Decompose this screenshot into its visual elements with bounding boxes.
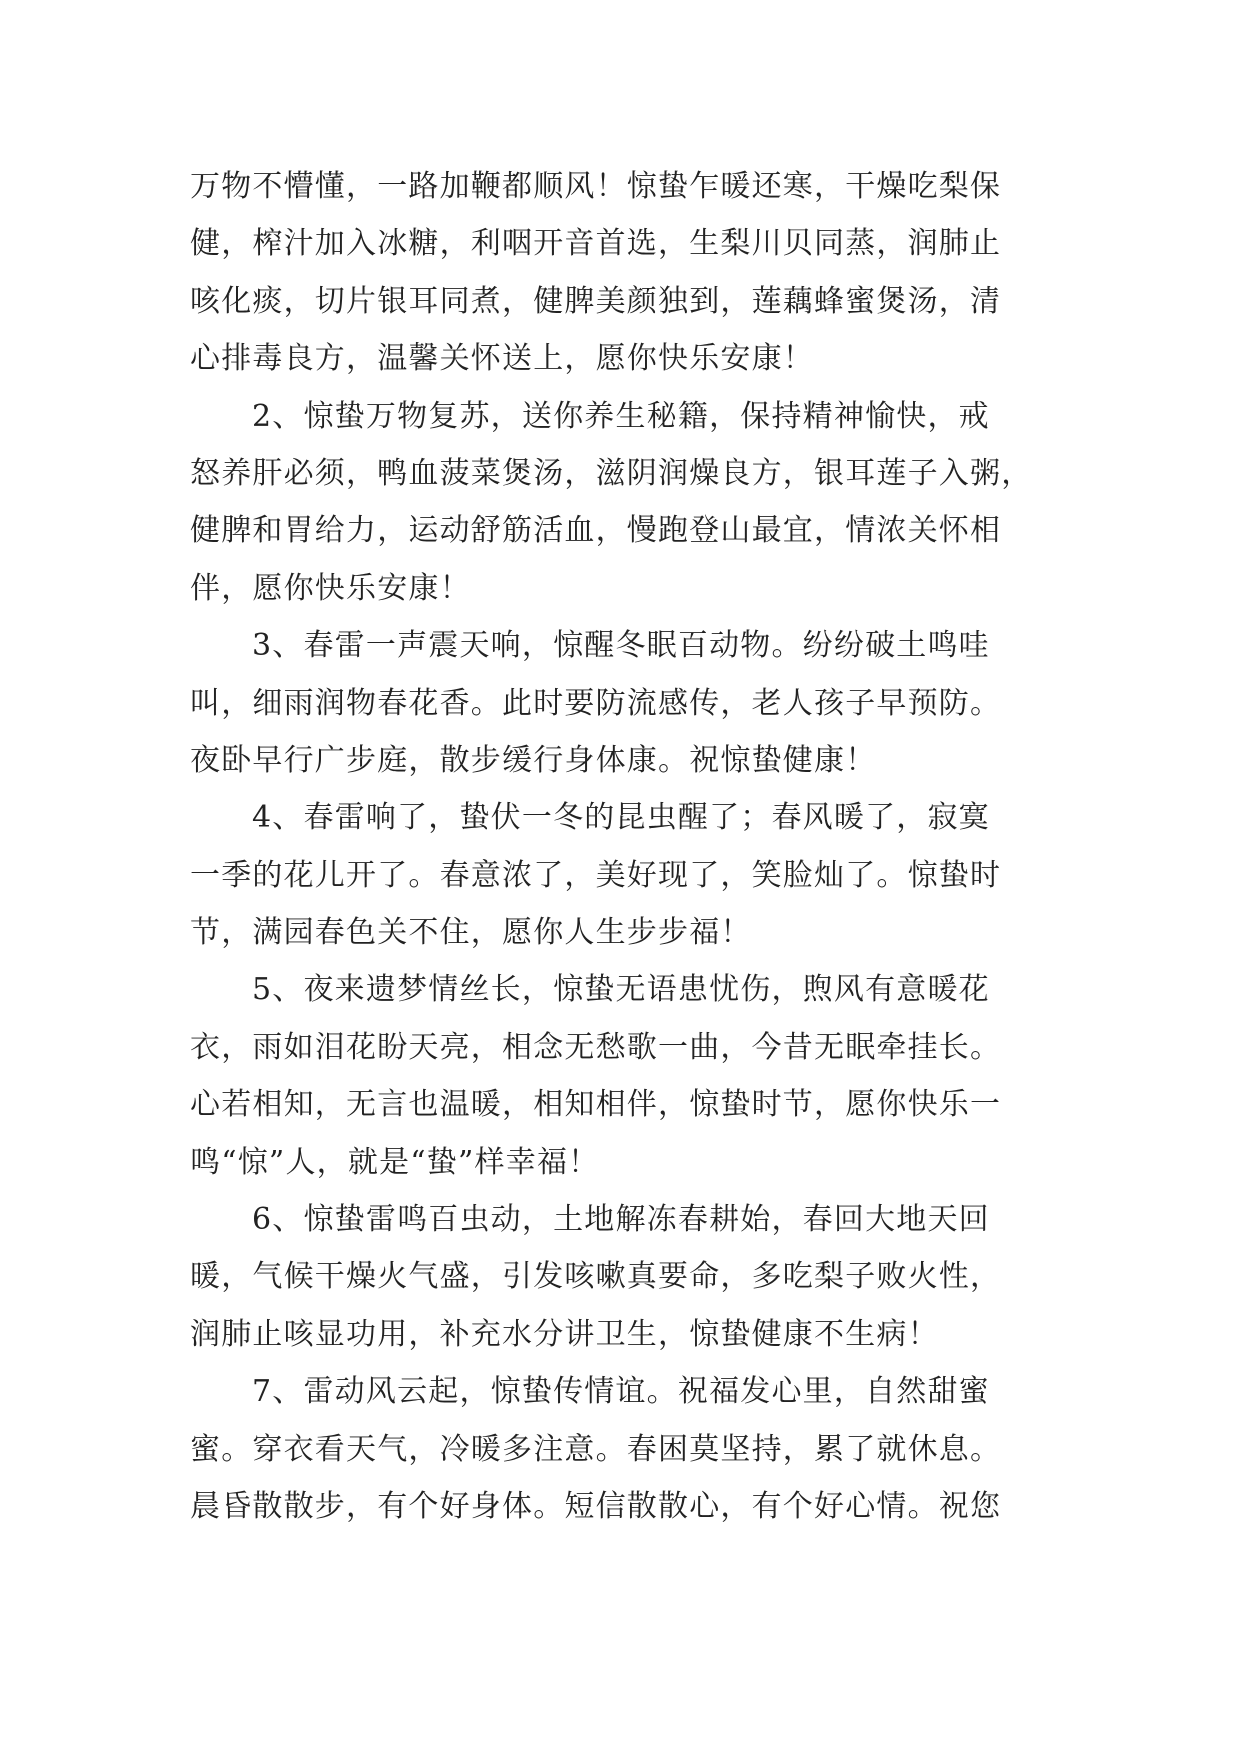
text-line: 怒养肝必须，鸭血菠菜煲汤，滋阴润燥良方，银耳莲子入粥， bbox=[190, 455, 1033, 491]
paragraph-7-start: 7、雷动风云起，惊蛰传情谊。祝福发心里，自然甜蜜 bbox=[252, 1374, 990, 1410]
text-line: 万物不懵懂，一路加鞭都顺风！惊蛰乍暖还寒，干燥吃梨保 bbox=[190, 169, 1002, 204]
text-line: 蜜。穿衣看天气，冷暖多注意。春困莫坚持，累了就休息。 bbox=[190, 1431, 1002, 1467]
paragraph-2-start: 2、惊蛰万物复苏，送你养生秘籍，保持精神愉快，戒 bbox=[252, 398, 990, 434]
paragraph-5-start: 5、夜来遗梦情丝长，惊蛰无语患忧伤，煦风有意暖花 bbox=[252, 972, 990, 1008]
text-line: 伴，愿你快乐安康！ bbox=[190, 570, 471, 606]
text-line: 节，满园春色关不住，愿你人生步步福！ bbox=[190, 915, 752, 951]
text-line: 咳化痰，切片银耳同煮，健脾美颜独到，莲藕蜂蜜煲汤，清 bbox=[190, 283, 1002, 319]
paragraph-3-start: 3、春雷一声震天响，惊醒冬眠百动物。纷纷破土鸣哇 bbox=[252, 628, 990, 664]
text-line: 鸣“惊”人，就是“蛰”样幸福！ bbox=[190, 1144, 600, 1180]
text-line: 健，榨汁加入冰糖，利咽开音首选，生梨川贝同蒸，润肺止 bbox=[190, 226, 1002, 262]
text-line: 润肺止咳显功用，补充水分讲卫生，惊蛰健康不生病！ bbox=[190, 1316, 939, 1352]
text-line: 心排毒良方，温馨关怀送上，愿你快乐安康！ bbox=[190, 341, 814, 377]
text-line: 叫，细雨润物春花香。此时要防流感传，老人孩子早预防。 bbox=[190, 685, 1002, 721]
text-line: 夜卧早行广步庭，散步缓行身体康。祝惊蛰健康！ bbox=[190, 742, 877, 778]
text-line: 心若相知，无言也温暖，相知相伴，惊蛰时节，愿你快乐一 bbox=[190, 1087, 1002, 1123]
text-line: 晨昏散散步，有个好身体。短信散散心，有个好心情。祝您 bbox=[190, 1488, 1002, 1524]
paragraph-6-start: 6、惊蛰雷鸣百虫动，土地解冻春耕始，春回大地天回 bbox=[252, 1202, 990, 1238]
text-line: 暖，气候干燥火气盛，引发咳嗽真要命，多吃梨子败火性， bbox=[190, 1259, 1002, 1295]
document-body bbox=[190, 158, 1070, 1535]
paragraph-4-start: 4、春雷响了，蛰伏一冬的昆虫醒了；春风暖了，寂寞 bbox=[252, 800, 990, 836]
text-line: 一季的花儿开了。春意浓了，美好现了，笑脸灿了。惊蛰时 bbox=[190, 857, 1002, 893]
text-line: 健脾和胃给力，运动舒筋活血，慢跑登山最宜，情浓关怀相 bbox=[190, 513, 1002, 549]
text-line: 衣，雨如泪花盼天亮，相念无愁歌一曲，今昔无眠牵挂长。 bbox=[190, 1029, 1002, 1065]
